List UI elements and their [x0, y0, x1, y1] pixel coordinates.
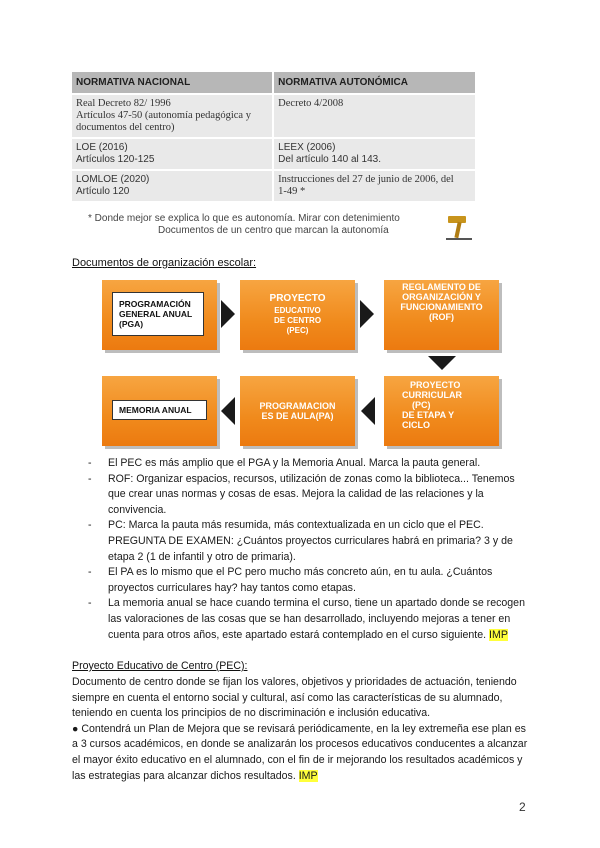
pga-line: (PGA)	[119, 319, 144, 329]
pcc-line: PROYECTO	[410, 380, 461, 390]
pcc-label	[402, 380, 497, 442]
bullet-text: El PA es lo mismo que el PC pero mucho más concreto aún, en tu aula. ¿Cuántos proyectos curriculares hay? hay tantos como etapas.	[108, 566, 493, 594]
pcc-box	[384, 376, 499, 446]
cell-line: Del artículo 140 al 143.	[278, 154, 382, 165]
cell-line: LEEX (2006)	[278, 142, 336, 153]
arrow-left-icon	[221, 397, 235, 425]
pga-line: PROGRAMACIÓN	[119, 299, 191, 309]
list-item	[88, 456, 528, 472]
cell-nacional-3	[72, 170, 273, 201]
hammer-icon	[444, 212, 474, 242]
memoria-label: MEMORIA ANUAL	[119, 405, 192, 415]
pec-label	[240, 286, 355, 344]
cell-line: LOMLOE (2020)	[76, 174, 150, 185]
pa-label	[240, 376, 355, 446]
bullet-text: PC: Marca la pauta más resumida, más contextualizada en un ciclo que el PEC. PREGUNTA DE EXAMEN: ¿Cuántos proyectos curriculares habrá en primaria? 3 y de etapa 2 (1 de infantil y otro de primaria).	[108, 519, 513, 563]
cell-line: Decreto 4/2008	[278, 98, 344, 109]
section-title-pec: Proyecto Educativo de Centro (PEC):	[72, 660, 248, 672]
cell-nacional-1	[72, 94, 273, 138]
cell-line: documentos del centro)	[76, 122, 175, 133]
rof-line: REGLAMENTO DE	[402, 282, 481, 292]
cell-line: Instrucciones del 27 de junio de 2006, del	[278, 174, 454, 185]
pa-line: PROGRAMACION	[259, 401, 336, 411]
pa-line: ES DE AULA(PA)	[261, 411, 334, 421]
list-item	[88, 518, 528, 565]
cell-line: LOE (2016)	[76, 142, 128, 153]
memoria-label-box	[112, 400, 207, 420]
cell-autonomica-3	[273, 170, 475, 201]
cell-autonomica-2	[273, 138, 475, 170]
pcc-line: CICLO	[402, 420, 430, 430]
pcc-line: DE ETAPA Y	[402, 410, 455, 420]
cell-autonomica-1	[273, 94, 475, 138]
pec-paragraph-2-text: ● Contendrá un Plan de Mejora que se revisará periódicamente, en la ley extremeña ese plan es a 3 cursos académicos, en donde se analizarán los procesos educativos conducentes a alcanzar el mayor éxito educativo en el alumnado, con el fin de ir mejorando los resultados académicos y las estrategias para alcanzar dichos resultados.	[72, 722, 528, 782]
pec-line: EDUCATIVO	[274, 306, 321, 315]
pga-label-box	[112, 292, 204, 336]
header-autonomica: NORMATIVA AUTONÓMICA	[273, 72, 475, 94]
normativa-table	[72, 72, 475, 201]
cell-line: Artículo 120	[76, 186, 130, 197]
pcc-line: (PC)	[412, 400, 431, 410]
pcc-line: CURRICULAR	[402, 390, 462, 400]
arrow-right-icon	[360, 300, 374, 328]
cell-nacional-2	[72, 138, 273, 170]
cell-line: 1-49 *	[278, 186, 306, 197]
imp-highlight: IMP	[489, 628, 508, 641]
section-title-documentos: Documentos de organización escolar:	[72, 257, 257, 269]
note-line-1: * Donde mejor se explica lo que es autonomía. Mirar con detenimiento	[88, 213, 400, 224]
memoria-box	[102, 376, 217, 446]
rof-line: FUNCIONAMIENTO	[400, 302, 483, 312]
header-nacional: NORMATIVA NACIONAL	[72, 72, 273, 94]
pec-box	[240, 280, 355, 350]
bullet-text: El PEC es más amplio que el PGA y la Memoria Anual. Marca la pauta general.	[108, 457, 481, 469]
cell-line: Artículos 47-50 (autonomía pedagógica y	[76, 110, 251, 121]
list-item	[88, 565, 528, 596]
note-line-2: Documentos de un centro que marcan la autonomía	[158, 225, 389, 236]
pec-paragraph-2	[72, 722, 528, 784]
cell-line: Real Decreto 82/ 1996	[76, 98, 171, 109]
cell-line: Artículos 120-125	[76, 154, 155, 165]
pec-body	[72, 675, 528, 784]
page-number: 2	[519, 800, 526, 814]
bullet-text: La memoria anual se hace cuando termina el curso, tiene un apartado donde se recogen las valoraciones de las cosas que se han desarrollado, incluyendo mejoras a tener en cuenta para otros años, este apartado estará contemplado en el curso siguiente.	[108, 597, 525, 641]
list-item	[88, 596, 528, 643]
arrow-left-icon	[361, 397, 375, 425]
pga-box	[102, 280, 217, 350]
rof-line: ORGANIZACIÓN Y	[402, 292, 481, 302]
rof-label	[384, 280, 499, 342]
bullet-text: ROF: Organizar espacios, recursos, utilización de zonas como la biblioteca... Tenemos que crear unas normas y cosas de esas. Mejora la calidad de las relaciones y la convivencia.	[108, 472, 515, 516]
pec-line: (PEC)	[286, 326, 309, 335]
pa-box	[240, 376, 355, 446]
rof-line: (ROF)	[429, 312, 454, 322]
imp-highlight: IMP	[298, 769, 318, 782]
pga-line: GENERAL ANUAL	[119, 309, 193, 319]
rof-box	[384, 280, 499, 350]
pec-paragraph-1: Documento de centro donde se fijan los valores, objetivos y prioridades de actuación, teniendo siempre en cuenta el entorno social y cultural, así como las características de su alumnado, teniendo en cuenta los principios de no discriminación e inclusión educativa.	[72, 676, 517, 720]
list-item	[88, 472, 528, 519]
pec-title: PROYECTO	[269, 293, 326, 304]
arrow-down-icon	[428, 356, 456, 370]
table-note	[88, 213, 418, 237]
bullet-list	[88, 456, 528, 643]
arrow-right-icon	[221, 300, 235, 328]
pec-line: DE CENTRO	[273, 316, 322, 325]
